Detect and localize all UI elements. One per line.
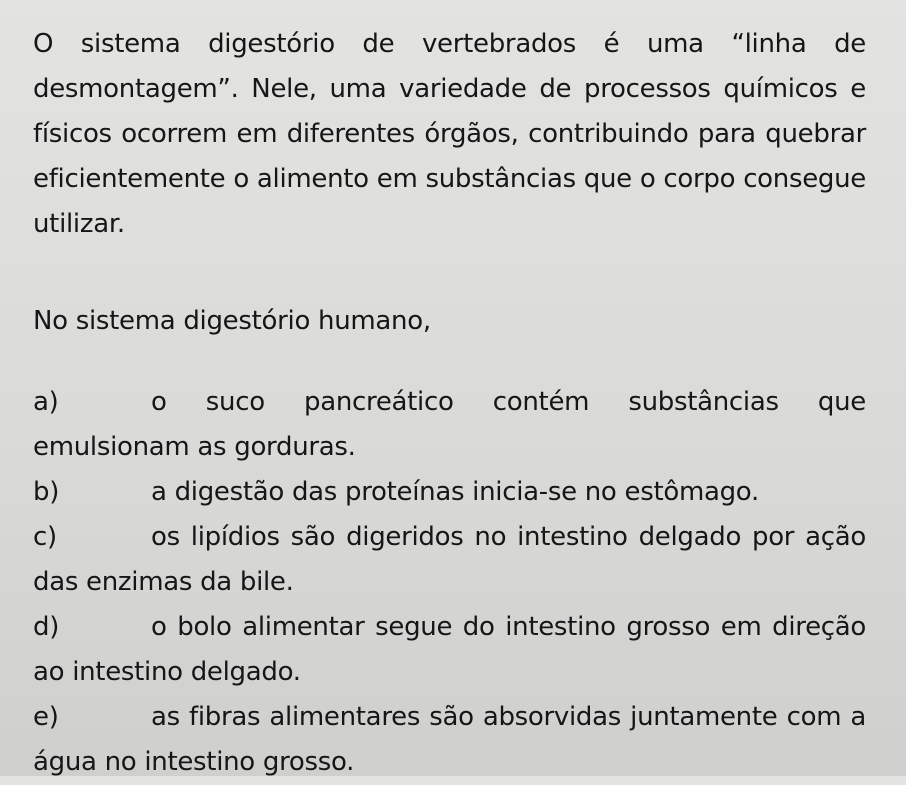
option-e-text: as fibras alimentares são absorvidas juntamente com a água no intestino grosso.: [33, 702, 866, 777]
option-b-letter: b): [33, 477, 60, 507]
option-d-text: o bolo alimentar segue do intestino grosso em direção ao intestino delgado.: [33, 612, 866, 687]
option-a[interactable]: [33, 380, 866, 470]
option-d[interactable]: [33, 605, 866, 695]
options-list: [33, 380, 866, 785]
option-c-letter: c): [33, 522, 57, 552]
option-c[interactable]: [33, 515, 866, 605]
option-d-letter: d): [33, 612, 60, 642]
option-e[interactable]: [33, 695, 866, 785]
option-a-letter: a): [33, 387, 59, 417]
question-lead: No sistema digestório humano,: [33, 306, 431, 336]
option-b[interactable]: [33, 470, 866, 515]
option-e-letter: e): [33, 702, 59, 732]
option-c-text: os lipídios são digeridos no intestino delgado por ação das enzimas da bile.: [33, 522, 866, 597]
question-intro: O sistema digestório de vertebrados é uma “linha de desmontagem”. Nele, uma variedade de processos químicos e físicos ocorrem em diferentes órgãos, contribuindo para quebrar eficientemente o alimento em substâncias que o corpo consegue utilizar.: [33, 29, 866, 239]
option-b-text: a digestão das proteínas inicia-se no estômago.: [151, 477, 759, 507]
option-a-text: o suco pancreático contém substâncias que emulsionam as gorduras.: [33, 387, 866, 462]
